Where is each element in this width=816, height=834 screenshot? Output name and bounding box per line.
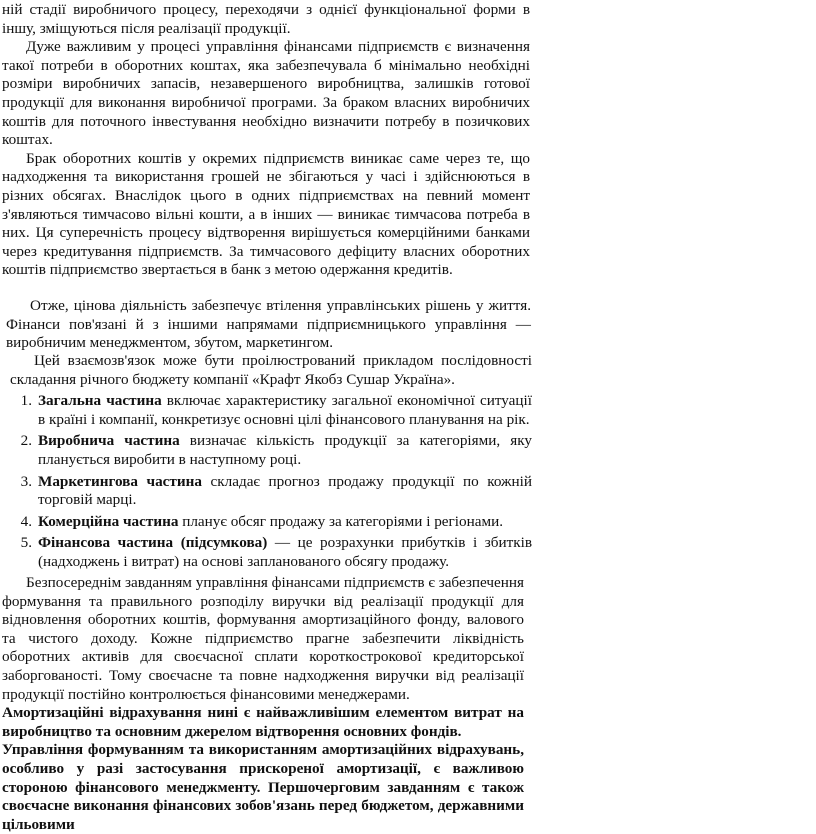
list-item-number: 1.: [20, 392, 32, 410]
text-block-top: [2, 1, 530, 280]
text-block-budget: [10, 352, 532, 572]
list-item-text: — це розрахунки прибутків і збитків (надходжень і витрат) на основі запланованого обсягу продажу.: [38, 534, 532, 570]
list-item-text: визначає кількість продукції за категоріями, яку планується виробити в наступному році.: [38, 432, 532, 468]
list-item: [10, 473, 532, 510]
list-item-term: Загальна частина: [38, 392, 162, 410]
list-item-text: складає прогноз продажу продукції по кожній торговій марці.: [38, 472, 533, 509]
list-item: [10, 513, 532, 532]
text-block-middle: [6, 297, 531, 353]
paragraph-working-capital-need: Дуже важливим у процесі управління фінансами підприємств є визначення такої потреби в оборотних коштах, яка забезпечувала б мінімально необхідні розміри виробничих запасів, незавершеного виробництва, залишків готової продукції для виконання виробничої програми. За браком власних виробничих коштів для поточного інвестування необхідно визначити потребу в позичкових коштах.: [2, 38, 530, 149]
text-block-bottom: [2, 574, 524, 834]
budget-sections-list: [10, 392, 532, 571]
list-item: [10, 392, 532, 429]
list-item-text: планує обсяг продажу за категоріями і регіонами.: [178, 512, 503, 530]
list-item-number: 2.: [20, 432, 32, 450]
paragraph-price-activity: Отже, цінова діяльність забезпечує втілення управлінських рішень у життя. Фінанси пов'язані й з іншими напрямами підприємницького управління — виробничим менеджментом, збутом, маркетингом.: [6, 297, 531, 352]
list-item-term: Фінансова частина (підсумкова): [38, 534, 268, 552]
list-item-term: Комерційна частина: [38, 512, 179, 530]
list-item: [10, 432, 532, 469]
paragraph-depreciation: Амортизаційні відрахування нині є найважливішим елементом витрат на виробництво та основним джерелом відтворення основних фондів.: [2, 704, 524, 740]
paragraph-depreciation-management: Управління формуванням та використанням амортизаційних відрахувань, особливо у разі застосування прискореної амортизації, є важливою стороною фінансового менеджменту. Першочерговим завданням є також своєчасне виконання фінансових зобов'язань перед бюджетом, державними цільовими: [2, 741, 524, 833]
list-item-number: 4.: [20, 512, 32, 530]
list-item: [10, 534, 532, 571]
paragraph-budget-intro: Цей взаємозв'язок може бути проілюстрований прикладом послідовності складання річного бюджету компанії «Крафт Якобз Сушар Україна».: [10, 352, 532, 388]
list-item-term: Виробнича частина: [38, 432, 180, 450]
list-item-number: 3.: [20, 472, 32, 490]
paragraph-finance-management-tasks: Безпосереднім завданням управління фінансами підприємств є забезпечення формування та правильного розподілу виручки від реалізації продукції для відновлення оборотних коштів, формування амортизаційного фонду, валового та чистого доходу. Кожне підприємство прагне забезпечити ліквідність оборотних активів для своєчасної сплати короткострокової кредиторської заборгованості. Тому своєчасне та повне надходження виручки від реалізації продукції постійно контролюється фінансовими менеджерами.: [2, 574, 524, 703]
paragraph-continuation: ній стадії виробничого процесу, переходячи з однієї функціональної форми в іншу, зміщуються після реалізації продукції.: [2, 1, 530, 37]
list-item-term: Маркетингова частина: [38, 472, 202, 490]
paragraph-working-capital-shortage: Брак оборотних коштів у окремих підприємств виникає саме через те, що надходження та використання грошей не збігаються у часі і здійснюються в різних обсягах. Внаслідок цього в одних підприємствах на певний момент з'являються тимчасово вільні кошти, а в інших — виникає тимчасова потреба в них. Ця суперечність процесу відтворення вирішується комерційними банками через кредитування підприємств. За тимчасового дефіциту власних оборотних коштів підприємство звертається в банк з метою одержання кредитів.: [2, 149, 530, 279]
list-item-number: 5.: [20, 534, 32, 552]
list-item-text: включає характеристику загальної економічної ситуації в країні і компанії, конкретизує основні цілі фінансового планування на рік.: [38, 392, 532, 428]
